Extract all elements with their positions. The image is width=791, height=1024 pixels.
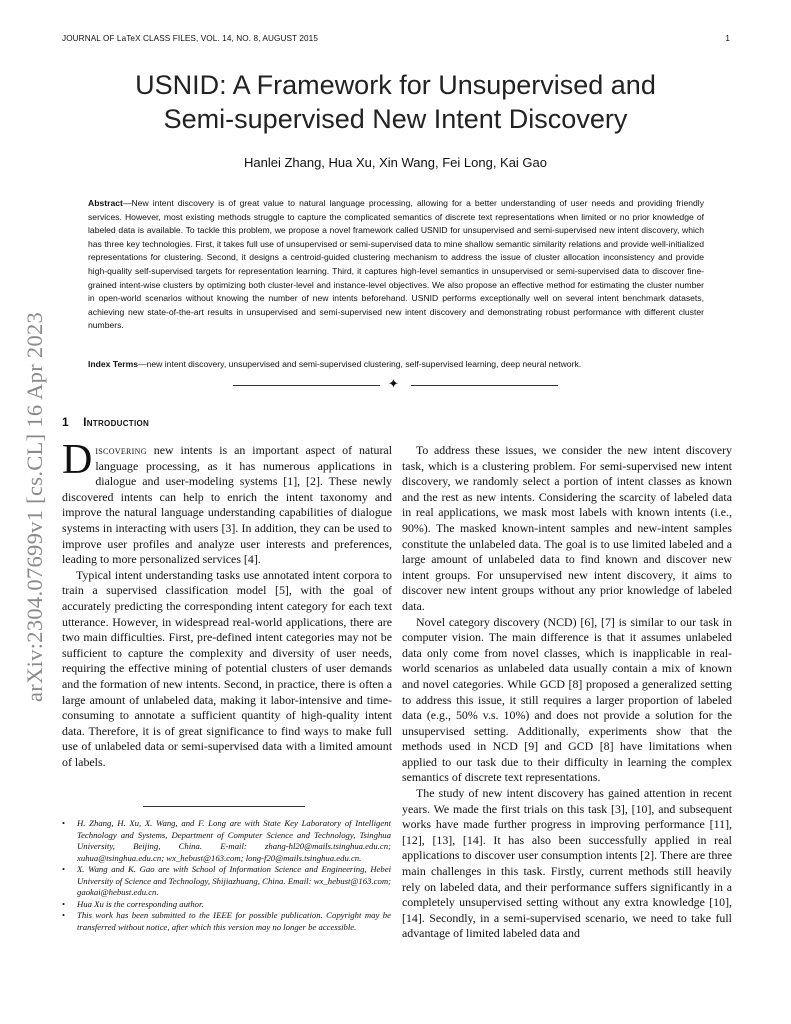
separator-rule-right [411, 385, 558, 386]
running-head [62, 34, 730, 43]
footnote-item: • Hua Xu is the corresponding author. [62, 899, 391, 911]
abstract-text: —New intent discovery is of great value to natural language processing, allowing for a better understanding of user needs and providing friendly services. However, most existing methods struggle to capture the complicated semantics of discrete text representations when limited or no prior knowledge of labeled data is available. To tackle this problem, we propose a novel framework called USNID for unsupervised and semi-supervised new intent discovery, which has three key technologies. First, it takes full use of unsupervised or semi-supervised data to mine shallow semantic similarity relations and provide well-initialized representations for clustering. Second, it designs a centroid-guided clustering mechanism to address the issue of cluster allocation inconsistency and provide high-quality self-supervised targets for representation learning. Third, it captures high-level semantics in unsupervised or semi-supervised data to discover fine-grained intent-wise clusters by optimizing both cluster-level and instance-level objectives. We also propose an effective method for estimating the cluster number in open-world scenarios without knowing the number of new intents beforehand. USNID performs exceptionally well on several intent benchmark datasets, achieving new state-of-the-art results in unsupervised and semi-supervised new intent discovery and demonstrating robust performance with different cluster numbers. [88, 198, 704, 331]
footnote-item: • X. Wang and K. Gao are with School of Information Science and Engineering, Hebei University of Science and Technology, Shijiazhuang, China. Email: wx_hebust@163.com; gaokai@hebust.edu.cn. [62, 864, 391, 899]
title-line-1: USNID: A Framework for Unsupervised and [135, 70, 656, 100]
index-terms [88, 358, 704, 371]
arxiv-identifier: arXiv:2304.07699v1 [cs.CL] 16 Apr 2023 [22, 311, 47, 702]
drop-cap: D [62, 437, 93, 483]
intro-paragraph-3: To address these issues, we consider the new intent discovery task, which is a clustering problem. For semi-supervised new intent discovery, we randomly select a portion of intent classes as known and the rest as new intents. Considering the scarcity of labeled data in real applications, we mask most labels with known intents (i.e., 90%). The masked known-intent samples and new-intent samples constitute the unlabeled data. The goal is to use limited labeled and a large amount of unlabeled data to find known and discover new intent groups. For unsupervised new intent discovery, it aims to discover new intent groups without any prior knowledge of labeled data. [402, 443, 732, 613]
intro-paragraph-5: The study of new intent discovery has gained attention in recent years. We made the first trials on this task [3], [10], and subsequent works have made further progress in improving performance [11], [12], [13], [14]. It has also been successfully applied in real applications to discover user consumption intents [2]. There are three main challenges in this task. Firstly, current methods still heavily rely on labeled data, and their performance suffers significantly in a completely unsupervised setting without any extra knowledge [10], [14]. Secondly, in a semi-supervised scenario, we need to take full advantage of limited labeled data and [402, 786, 732, 941]
separator-rule-left [233, 385, 380, 386]
index-terms-label: Index Terms [88, 359, 138, 369]
author-list: Hanlei Zhang, Hua Xu, Xin Wang, Fei Long, Kai Gao [243, 155, 548, 170]
footnote-rule [143, 806, 305, 807]
opening-smallcaps: iscovering [95, 443, 147, 457]
footnote-item: • H. Zhang, H. Xu, X. Wang, and F. Long are with State Key Laboratory of Intelligent Technology and Systems, Department of Computer Science and Technology, Tsinghua University, Beijing, China. E-mail: zhang-hl20@mails.tsinghua.edu.cn; xuhua@tsinghua.edu.cn; wx_hebust@163.com; long-f20@mails.tsinghua.edu.cn. [62, 818, 391, 864]
left-column [62, 437, 392, 770]
right-column [402, 443, 732, 942]
journal-line: JOURNAL OF LaTeX CLASS FILES, VOL. 14, NO. 8, AUGUST 2015 [62, 34, 318, 43]
intro-paragraph-4: Novel category discovery (NCD) [6], [7] is similar to our task in computer vision. The main difference is that it assumes unlabeled data only come from novel classes, which is inapplicable in real-world scenarios as unlabeled data usually contain a mix of known and novel categories. While GCD [8] proposed a generalized setting to address this issue, it still requires a larger proportion of labeled data (e.g., 50% v.s. 10%) and does not provide a solution for the unsupervised setting. Additionally, experiments show that the methods used in NCD [9] and GCD [8] have limitations when applied to our task due to their difficulty in learning the complex semantics of discrete text representations. [402, 614, 732, 785]
footnotes [62, 818, 391, 933]
footnote-item: • This work has been submitted to the IEEE for possible publication. Copyright may be transferred without notice, after which this version may no longer be accessible. [62, 910, 391, 933]
section-title: Introduction [83, 415, 150, 429]
intro-paragraph-1-text: new intents is an important aspect of natural language processing, as it has numerous applications in dialogue and user-modeling systems [1], [2]. These newly discovered intents can help to enrich the intent taxonomy and improve the natural language understanding capabilities of dialogue systems in interacting with users [3]. In addition, they can be used to improve user profiles and analyze user interests and preferences, leading to more personalized services [4]. [62, 443, 392, 567]
separator-diamond-icon: ✦ [388, 377, 399, 392]
abstract-label: Abstract [88, 198, 123, 208]
intro-paragraph-2: Typical intent understanding tasks use annotated intent corpora to train a supervised classification model [5], with the goal of accurately predicting the corresponding intent category for each text utterance. However, in widespread real-world applications, there are two main difficulties. First, pre-defined intent categories may not be sufficient to capture the complexity and diversity of user needs, requiring the effective mining of potential clusters of user demands and the formation of new intents. Second, in practice, there is often a large amount of unlabeled data, making it labor-intensive and time-consuming to annotate a sufficient quantity of high-quality intent data. Therefore, it is of great significance to find ways to make full use of unlabeled data or semi-supervised data with a limited amount of labels. [62, 567, 392, 769]
section-number: 1 [62, 415, 70, 429]
paper-title [60, 68, 731, 136]
title-line-2: Semi-supervised New Intent Discovery [163, 104, 628, 134]
index-terms-text: —new intent discovery, unsupervised and semi-supervised clustering, self-supervised learning, deep neural network. [138, 359, 582, 369]
section-heading [62, 415, 392, 429]
page-number: 1 [725, 34, 730, 43]
abstract [88, 197, 704, 333]
intro-paragraph-1 [62, 437, 392, 568]
